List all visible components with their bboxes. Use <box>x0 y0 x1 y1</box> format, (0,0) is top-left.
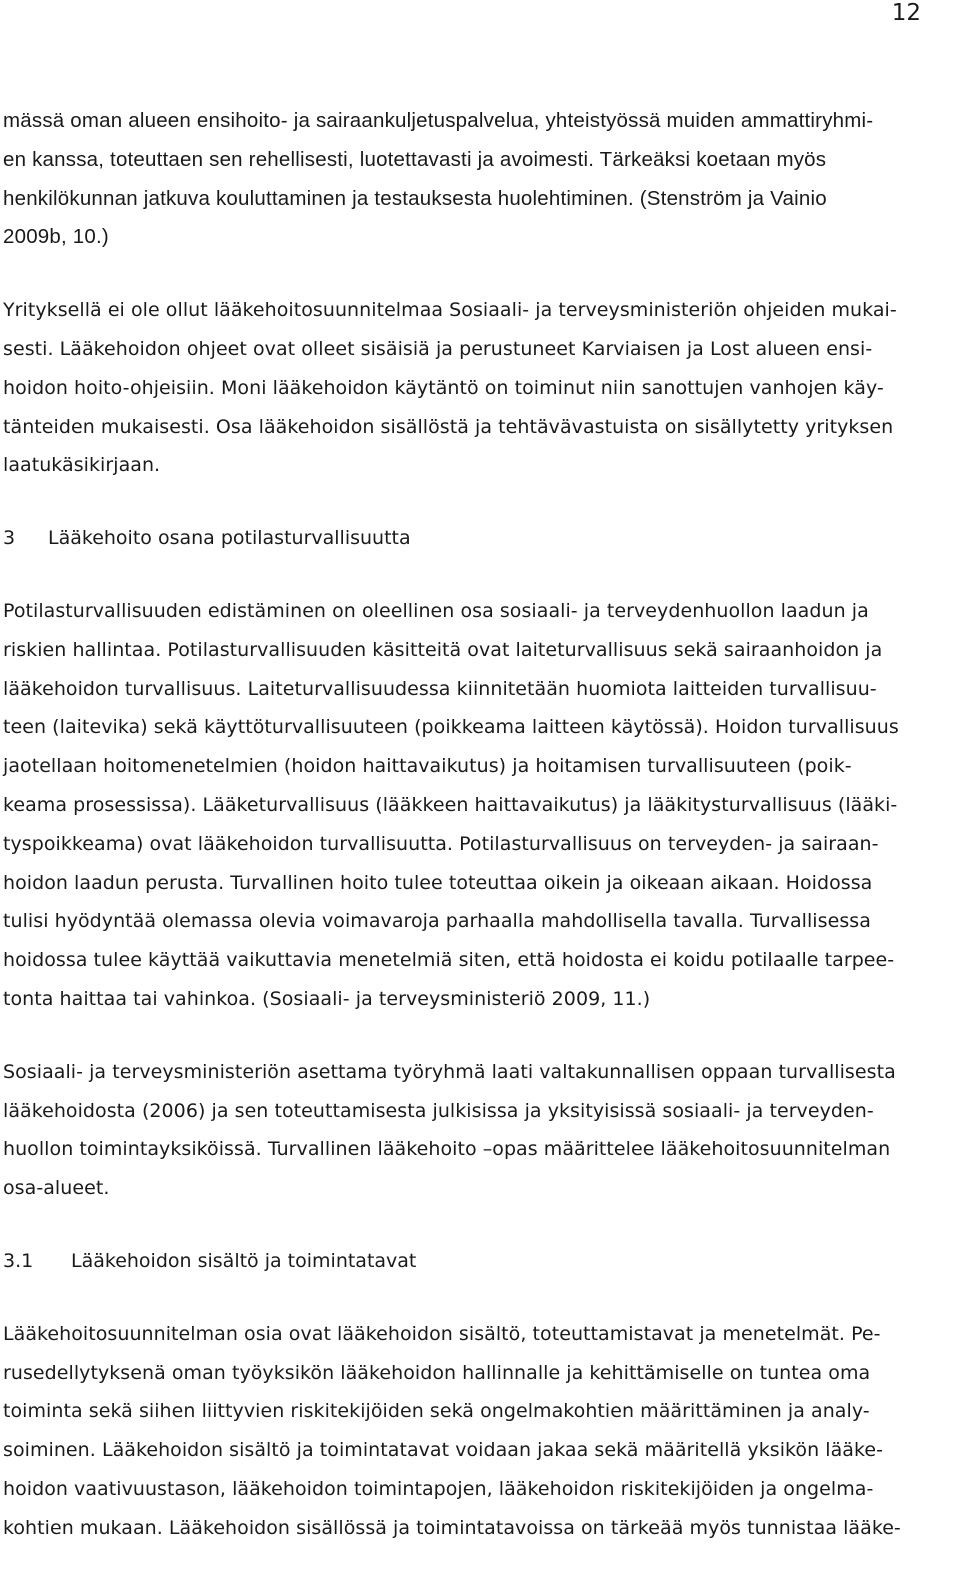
paragraph-spacer <box>3 257 943 291</box>
text-line: hoidon laadun perusta. Turvallinen hoito tulee toteuttaa oikein ja oikeaan aikaan. Hoidossa <box>3 871 873 894</box>
text-line: osa-alueet. <box>3 1177 110 1200</box>
paragraph-3 <box>3 592 943 1019</box>
text-line: tänteiden mukaisesti. Osa lääkehoidon sisällöstä ja tehtävävastuista on sisällytetty yrityksen <box>3 415 894 438</box>
text-line: tonta haittaa tai vahinkoa. (Sosiaali- ja terveysministeriö 2009, 11.) <box>3 987 651 1010</box>
paragraph-spacer <box>3 485 943 519</box>
section-title: Lääkehoito osana potilasturvallisuutta <box>48 527 411 550</box>
text-line: mässä oman alueen ensihoito- ja sairaankuljetuspalvelua, yhteistyössä muiden ammattiryhmi- <box>3 109 874 132</box>
text-line: soiminen. Lääkehoidon sisältö ja toimintatavat voidaan jakaa sekä määritellä yksikön lääke- <box>3 1439 883 1462</box>
text-line: huollon toimintayksiköissä. Turvallinen lääkehoito –opas määrittelee lääkehoitosuunnitelman <box>3 1138 891 1161</box>
text-line: Yrityksellä ei ole ollut lääkehoitosuunnitelmaa Sosiaali- ja terveysministeriön ohjeiden mukai- <box>3 299 897 322</box>
page-number: 12 <box>891 0 921 26</box>
text-line: Lääkehoitosuunnitelman osia ovat lääkehoidon sisältö, toteuttamistavat ja menetelmät. Pe- <box>3 1322 881 1345</box>
text-line: teen (laitevika) sekä käyttöturvallisuuteen (poikkeama laitteen käytössä). Hoidon turvallisuus <box>3 716 899 739</box>
section-title: Lääkehoidon sisältö ja toimintatavat <box>71 1249 417 1272</box>
paragraph-spacer <box>3 1208 943 1242</box>
section-heading <box>3 519 943 558</box>
text-line: toiminta sekä siihen liittyvien riskitekijöiden sekä ongelmakohtien määrittäminen ja analy- <box>3 1400 870 1423</box>
paragraph-spacer <box>3 558 943 592</box>
text-line: laatukäsikirjaan. <box>3 454 161 477</box>
text-line: hoidon vaativuustason, lääkehoidon toimintapojen, lääkehoidon riskitekijöiden ja ongelma- <box>3 1477 874 1500</box>
subsection-heading <box>3 1242 943 1281</box>
text-line: Sosiaali- ja terveysministeriön asettama työryhmä laati valtakunnallisen oppaan turvallisesta <box>3 1060 896 1083</box>
paragraph-4 <box>3 1053 943 1208</box>
text-line: lääkehoidosta (2006) ja sen toteuttamisesta julkisissa ja yksityisissä sosiaali- ja terveyden- <box>3 1099 874 1122</box>
text-line: henkilökunnan jatkuva kouluttaminen ja testauksesta huolehtiminen. (Stenström ja Vainio <box>3 186 827 210</box>
paragraph-spacer <box>3 1019 943 1053</box>
text-line: sesti. Lääkehoidon ohjeet ovat olleet sisäisiä ja perustuneet Karviaisen ja Lost alueen ensi- <box>3 337 873 360</box>
text-line: riskien hallintaa. Potilasturvallisuuden käsitteitä ovat laiteturvallisuus sekä sairaanhoidon ja <box>3 638 883 661</box>
paragraph-5 <box>3 1315 943 1548</box>
paragraph-1 <box>3 102 943 257</box>
text-line: tyspoikkeama) ovat lääkehoidon turvallisuutta. Potilasturvallisuus on terveyden- ja sairaan- <box>3 832 879 855</box>
text-line: hoidon hoito-ohjeisiin. Moni lääkehoidon käytäntö on toiminut niin sanottujen vanhojen käy- <box>3 376 884 399</box>
section-number: 3.1 <box>3 1249 34 1272</box>
text-line: tulisi hyödyntää olemassa olevia voimavaroja parhaalla mahdollisella tavalla. Turvallisessa <box>3 910 871 933</box>
text-line: en kanssa, toteuttaen sen rehellisesti, luotettavasti ja avoimesti. Tärkeäksi koetaan myös <box>3 147 827 171</box>
text-line: 2009b, 10.) <box>3 225 109 249</box>
paragraph-spacer <box>3 1281 943 1315</box>
section-number: 3 <box>3 527 16 550</box>
paragraph-2 <box>3 291 943 485</box>
document-body <box>3 102 943 1548</box>
text-line: Potilasturvallisuuden edistäminen on oleellinen osa sosiaali- ja terveydenhuollon laadun ja <box>3 599 869 622</box>
text-line: keama prosessissa). Lääketurvallisuus (lääkkeen haittavaikutus) ja lääkitysturvallisuus (lääki- <box>3 793 898 816</box>
text-line: lääkehoidon turvallisuus. Laiteturvallisuudessa kiinnitetään huomiota laitteiden turvallisuu- <box>3 677 877 700</box>
text-line: rusedellytyksenä oman työyksikön lääkehoidon hallinnalle ja kehittämiselle on tuntea oma <box>3 1361 871 1384</box>
text-line: jaotellaan hoitomenetelmien (hoidon haittavaikutus) ja hoitamisen turvallisuuteen (poik- <box>3 755 852 778</box>
text-line: kohtien mukaan. Lääkehoidon sisällössä ja toimintatavoissa on tärkeää myös tunnistaa lääke- <box>3 1516 901 1539</box>
text-line: hoidossa tulee käyttää vaikuttavia menetelmiä siten, että hoidosta ei koidu potilaalle tarpee- <box>3 949 895 972</box>
